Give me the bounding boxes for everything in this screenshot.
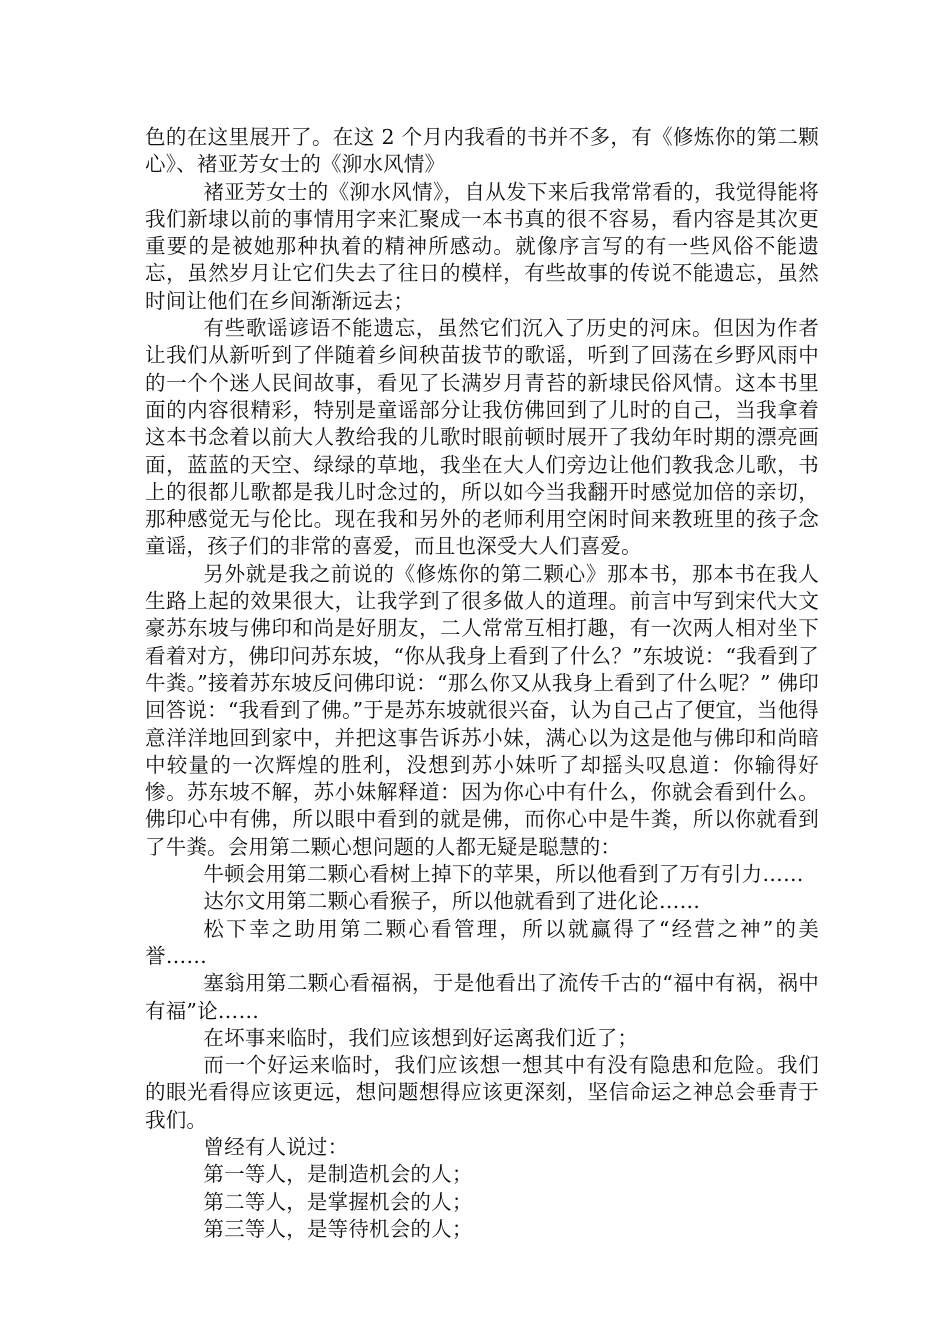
paragraph: 第二等人，是掌握机会的人；	[203, 1189, 473, 1214]
paragraph: 第一等人，是制造机会的人；	[203, 1162, 473, 1187]
paragraph: 第三等人，是等待机会的人；	[203, 1216, 473, 1241]
paragraph: 而一个好运来临时，我们应该想一想其中有没有隐患和危险。我们的眼光看得应该更远，想问题想得应该更深刻，坚信命运之神总会垂青于我们。	[145, 1053, 819, 1132]
paragraph: 色的在这里展开了。在这 2 个月内我看的书并不多，有《修炼你的第二颗心》、褚亚芳女士的《泖水风情》	[145, 125, 819, 177]
document-body	[145, 124, 819, 1243]
paragraph: 有些歌谣谚语不能遗忘，虽然它们沉入了历史的河床。但因为作者让我们从新听到了伴随着乡间秧苗拔节的歌谣，听到了回荡在乡野风雨中的一个个迷人民间故事，看见了长满岁月青苔的新埭民俗风情。这本书里面的内容很精彩，特别是童谣部分让我仿佛回到了儿时的自己，当我拿着这本书念着以前大人教给我的儿歌时眼前顿时展开了我幼年时期的漂亮画面，蓝蓝的天空、绿绿的草地，我坐在大人们旁边让他们教我念儿歌，书上的很都儿歌都是我儿时念过的，所以如今当我翻开时感觉加倍的亲切，那种感觉无与伦比。现在我和另外的老师利用空闲时间来教班里的孩子念童谣，孩子们的非常的喜爱，而且也深受大人们喜爱。	[145, 316, 819, 559]
paragraph: 牛顿会用第二颗心看树上掉下的苹果，所以他看到了万有引力……	[203, 862, 804, 887]
paragraph: 达尔文用第二颗心看猴子，所以他就看到了进化论……	[203, 889, 701, 914]
paragraph: 褚亚芳女士的《泖水风情》，自从发下来后我常常看的，我觉得能将我们新埭以前的事情用字来汇聚成一本书真的很不容易，看内容是其次更重要的是被她那种执着的精神所感动。就像序言写的有一些风俗不能遗忘，虽然岁月让它们失去了往日的模样，有些故事的传说不能遗忘，虽然时间让他们在乡间渐渐远去；	[145, 179, 819, 313]
paragraph: 在坏事来临时，我们应该想到好运离我们近了；	[203, 1025, 639, 1050]
paragraph: 另外就是我之前说的《修炼你的第二颗心》那本书，那本书在我人生路上起的效果很大，让我学到了很多做人的道理。前言中写到宋代大文豪苏东坡与佛印和尚是好朋友，二人常常互相打趣，有一次两人相对坐下看着对方，佛印问苏东坡，“你从我身上看到了什么？”东坡说：“我看到了牛粪。”接着苏东坡反问佛印说：“那么你又从我身上看到了什么呢？” 佛印回答说：“我看到了佛。”于是苏东坡就很兴奋，认为自己占了便宜，当他得意洋洋地回到家中，并把这事告诉苏小妹，满心以为这是他与佛印和尚暗中较量的一次辉煌的胜利，没想到苏小妹听了却摇头叹息道：你输得好惨。苏东坡不解，苏小妹解释道：因为你心中有什么，你就会看到什么。佛印心中有佛，所以眼中看到的就是佛，而你心中是牛粪，所以你就看到了牛粪。会用第二颗心想问题的人都无疑是聪慧的：	[145, 561, 819, 859]
paragraph: 松下幸之助用第二颗心看管理，所以就赢得了“经营之神”的美誉……	[145, 916, 819, 968]
paragraph: 曾经有人说过：	[203, 1134, 349, 1159]
paragraph: 塞翁用第二颗心看福祸，于是他看出了流传千古的“福中有祸，祸中有福”论……	[145, 971, 819, 1023]
